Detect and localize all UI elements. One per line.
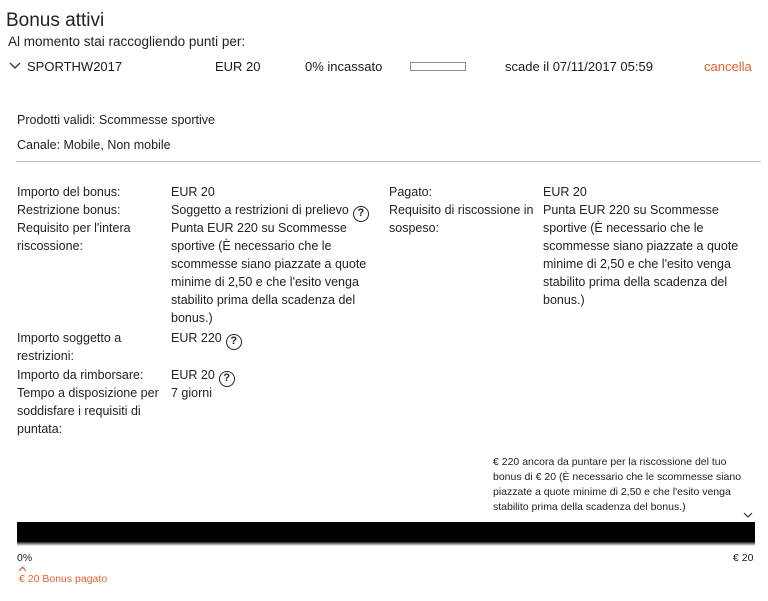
refund-text: EUR 20 <box>171 368 215 382</box>
bonus-amount-value: EUR 20 <box>171 185 215 199</box>
bonus-paid-marker: € 20 Bonus pagato <box>19 573 108 585</box>
progress-bar-shadow <box>17 542 755 546</box>
progress-note: € 220 ancora da puntare per la riscossione del tuo bonus di € 20 (È necessario che le scommesse siano piazzate a quote minime di 2,50 e che l'esito venga stabilito prima della scadenza del bonus.) <box>493 456 742 513</box>
cancel-link[interactable]: cancella <box>704 59 752 74</box>
progress-end-label: € 20 <box>733 552 754 564</box>
paid-value: EUR 20 <box>543 185 587 199</box>
valid-products: Prodotti validi: Scommesse sportive <box>17 113 215 127</box>
bonus-amount: EUR 20 <box>215 59 261 74</box>
bonus-collected: 0% incassato <box>305 59 383 74</box>
chevron-up-icon <box>18 566 27 572</box>
page-title: Bonus attivi <box>6 10 105 31</box>
requirement-label: Requisito per l'intera riscossione: <box>17 221 131 253</box>
pending-value: Punta EUR 220 su Scommesse sportive (È necessario che le scommesse siano piazzate a quote minime di 2,50 e che l'esito venga stabilito prima della scadenza del bonus.) <box>543 203 739 307</box>
channel: Canale: Mobile, Non mobile <box>17 138 171 152</box>
restricted-amount-text: EUR 220 <box>171 331 222 345</box>
bonus-expiry: scade il 07/11/2017 05:59 <box>505 59 653 74</box>
help-icon[interactable]: ? <box>219 371 235 387</box>
bonus-code: SPORTHW2017 <box>27 59 123 74</box>
time-label: Tempo a disposizione per soddisfare i requisiti di puntata: <box>17 386 159 436</box>
chevron-down-icon[interactable] <box>743 512 753 519</box>
help-icon[interactable]: ? <box>226 334 242 350</box>
paid-label: Pagato: <box>389 185 433 199</box>
progress-start-label: 0% <box>17 552 33 564</box>
bonus-amount-label: Importo del bonus: <box>17 185 121 199</box>
wagering-progress-bar <box>17 522 755 542</box>
restricted-amount-value <box>171 329 381 350</box>
time-value: 7 giorni <box>171 386 212 400</box>
chevron-down-icon[interactable] <box>9 62 21 70</box>
divider <box>16 161 761 162</box>
requirement-value: Punta EUR 220 su Scommesse sportive (È necessario che le scommesse siano piazzate a quote minime di 2,50 e che l'esito venga stabilito prima della scadenza del bonus.) <box>171 221 367 325</box>
restricted-amount-label: Importo soggetto a restrizioni: <box>17 331 122 363</box>
bonus-row[interactable] <box>0 58 768 78</box>
help-icon[interactable]: ? <box>353 206 369 222</box>
pending-label: Requisito di riscossione in sospeso: <box>389 203 534 235</box>
restriction-text: Soggetto a restrizioni di prelievo <box>171 203 349 217</box>
bonus-progress-bar <box>410 62 466 71</box>
restriction-label: Restrizione bonus: <box>17 203 121 217</box>
refund-label: Importo da rimborsare: <box>17 368 144 382</box>
page-subtitle: Al momento stai raccogliendo punti per: <box>8 34 246 49</box>
